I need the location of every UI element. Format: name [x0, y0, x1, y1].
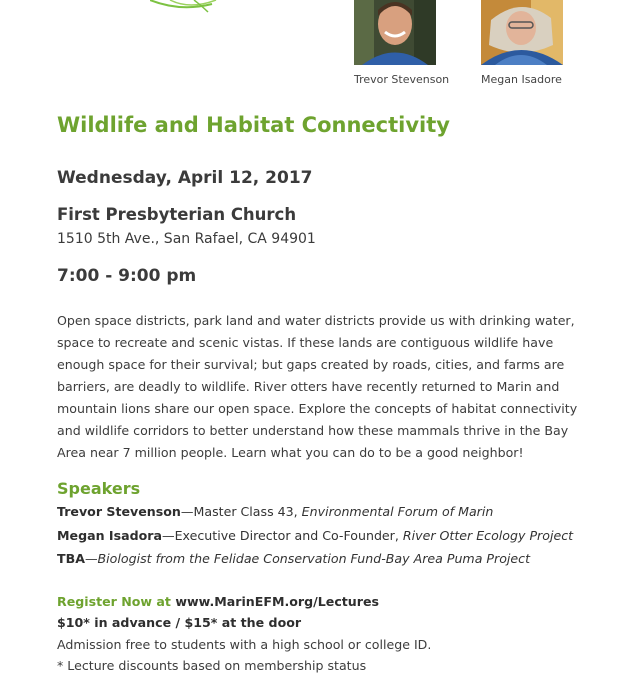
register-link[interactable]: www.MarinEFM.org/Lectures [175, 594, 380, 609]
student-note: Admission free to students with a high school or college ID. [57, 637, 432, 652]
register-label: Register Now at [57, 594, 171, 609]
event-date: Wednesday, April 12, 2017 [57, 168, 313, 188]
event-venue: First Presbyterian Church [57, 205, 297, 224]
speaker-caption: Megan Isadore [481, 73, 562, 86]
description-line: mountain lions share our open space. Explore the concepts of habitat connectivity [57, 401, 578, 416]
speaker-org: Environmental Forum of Marin [301, 504, 494, 519]
speaker-name: Trevor Stevenson [57, 504, 181, 519]
speaker-line [57, 551, 530, 566]
speaker-line [57, 504, 493, 519]
speaker-photo-megan [481, 0, 563, 65]
event-time: 7:00 - 9:00 pm [57, 266, 197, 286]
description-line: Open space districts, park land and water districts provide us with drinking water, [57, 313, 575, 328]
description-line: space to recreate and scenic vistas. If these lands are contiguous wildlife have [57, 335, 554, 350]
event-address: 1510 5th Ave., San Rafael, CA 94901 [57, 231, 316, 247]
speaker-name: Megan Isadora [57, 528, 162, 543]
speaker-caption: Trevor Stevenson [354, 73, 450, 86]
speaker-line [57, 528, 573, 543]
speaker-role: —Master Class 43, [180, 504, 302, 519]
description-line: Area near 7 million people. Learn what you can do to be a good neighbor! [57, 445, 524, 460]
speakers-heading: Speakers [57, 479, 141, 498]
event-title: Wildlife and Habitat Connectivity [57, 113, 450, 137]
discount-note: * Lecture discounts based on membership status [57, 658, 367, 673]
description-line: barriers, are deadly to wildlife. River otters have recently returned to Marin and [57, 379, 560, 394]
registration-line [57, 594, 379, 609]
speaker-org: River Otter Ecology Project [402, 528, 574, 543]
speaker-role: —Executive Director and Co-Founder, [162, 528, 403, 543]
event-description [57, 310, 578, 464]
leaf-decoration [150, 0, 220, 14]
speaker-role: — [84, 551, 98, 566]
speaker-org: Biologist from the Felidae Conservation Fund-Bay Area Puma Project [97, 551, 531, 566]
ticket-price: $10* in advance / $15* at the door [57, 615, 302, 630]
description-line: enough space for their survival; but gaps created by roads, cities, and farms are [57, 357, 565, 372]
description-line: and wildlife corridors to better understand how these mammals thrive in the Bay [57, 423, 569, 438]
speaker-photo-trevor [354, 0, 436, 65]
speaker-name: TBA [57, 551, 85, 566]
